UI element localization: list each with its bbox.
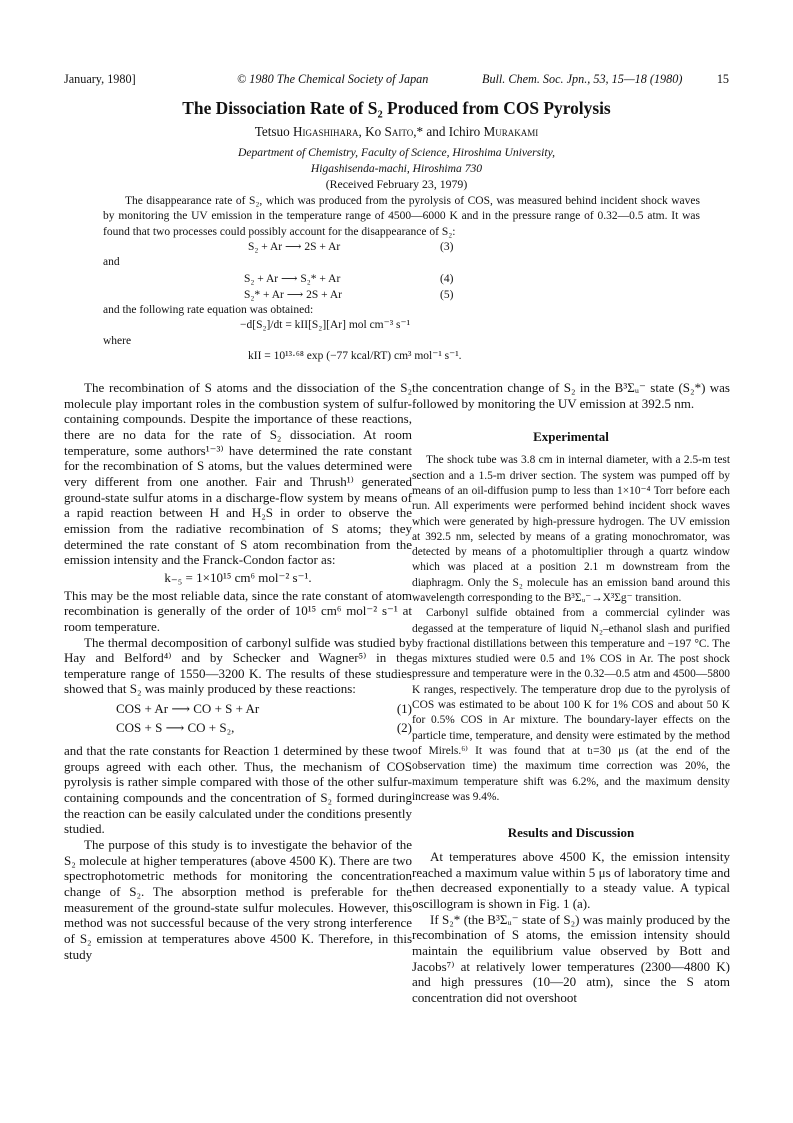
affiliation-line-1: Department of Chemistry, Faculty of Science, Hiroshima University, — [237, 146, 556, 159]
equation-5 — [103, 288, 700, 303]
equation-3 — [103, 240, 700, 255]
paragraph: If S₂* (the B³Σᵤ⁻ state of S₂) was mainly produced by the recombination of S atoms, the emission intensity should maintain the equilibrium value observed by Bott and Jacobs⁷⁾ at relatively lower temperatures (2300—4800 K) and high pressures (10—20 atm), since the S atom concentration did not overshoot — [412, 911, 730, 1006]
reaction-1-number: (1) — [396, 701, 412, 717]
rate-equation-text: −d[S₂]/dt = kII[S₂][Ar] mol cm⁻³ s⁻¹ — [240, 319, 411, 332]
received-date: (Received February 23, 1979) — [325, 177, 468, 191]
abstract-and: and — [103, 256, 120, 269]
author-1-last: Higashihara — [293, 124, 359, 139]
equation-5-text: S₂* + Ar ⟶ 2S + Ar — [244, 288, 343, 301]
reaction-2-number: (2) — [396, 720, 412, 736]
article-title: The Dissociation Rate of S₂ Produced from COS Pyrolysis — [182, 98, 611, 118]
author-2-last: Saito — [384, 124, 414, 139]
equation-3-number: (3) — [440, 240, 454, 253]
left-column — [64, 380, 412, 962]
equation-3-text: S₂ + Ar ⟶ 2S + Ar — [248, 240, 341, 253]
reaction-2 — [64, 720, 412, 739]
paragraph: At temperatures above 4500 K, the emission intensity reached a maximum value within 5 μs of laboratory time and then decreased exponentially to a steady value. A typical oscillogram is shown in Fig. 1 (a). — [412, 849, 730, 912]
abstract — [103, 194, 700, 364]
paragraph: and that the rate constants for Reaction 1 determined by these two groups agreed with each other. Thus, the mechanism of COS pyrolysis is rather simple compared with those of the other sulfur-containing compounds and the concentration of S₂ formed during the reaction can be easily calculated under the conditions presently studied. — [64, 743, 412, 837]
abstract-intro: The disappearance rate of S₂, which was produced from the pyrolysis of COS, was measured behind incident shock waves by monitoring the UV emission in the temperature range of 4500—6000 K and in the pressure range of 0.32—0.5 atm. It was found that two processes could possibly account for the disappearance of S₂: — [103, 195, 700, 238]
rate-constant-text: kII = 10¹³·⁶⁸ exp (−77 kcal/RT) cm³ mol⁻¹ s⁻¹. — [248, 349, 462, 362]
paragraph: This may be the most reliable data, since the rate constant of atom recombination is generally of the order of 10¹⁵ cm⁶ mol⁻² s⁻¹ at room temperature. — [64, 587, 412, 634]
rate-constant-equation — [103, 349, 700, 364]
running-header — [64, 72, 729, 90]
paragraph: The recombination of S atoms and the dissociation of the S₂ molecule play important roles in the combustion system of sulfur-containing compounds. Despite the importance of these reactions, there are no data for the rate of S₂ dissociation. At room temperature, some authors¹⁻³⁾ have determined the rate constant for the recombination of S atoms, but the values determined were very different from one another. Fair and Thrush¹⁾ generated ground-state sulfur atoms in a discharge-flow system by means of a rapid reaction between H and H₂S in order to observe the emission from the radiative recombination of S atoms; they determined the rate constant of S atom recombination from the emission intensity and the Franck-Condon factor as: — [64, 380, 412, 568]
paragraph: Carbonyl sulfide obtained from a commercial cylinder was degassed at the temperature of liquid N₂–ethanol slash and purified by fractional distillations between this temperature and −197 °C. The gas mixtures studied were 0.5 and 1% COS in Ar. The post shock pressure and temperature were in the 0.32—0.5 atm and 4500—5800 K ranges, respectively. The temperature drop due to the pyrolysis of COS was estimated to be about 100 K for 1% COS and about 50 K for 0.5% COS in Ar mixture. The boundary-layer effects on the particle time, temperature, and density were estimated by the method of Mirels.⁶⁾ It was found that at tₗ=30 μs (at the end of the observation time) the maximum time correction was 20%, the maximum temperature shift was 6.2%, and the maximum density increase was 9.4%. — [412, 607, 730, 803]
author-list — [0, 124, 793, 140]
section-heading-results: Results and Discussion — [507, 825, 635, 841]
author-1-first: Tetsuo — [254, 124, 293, 139]
paragraph: The thermal decomposition of carbonyl sulfide was studied by Hay and Belford⁴⁾ and by Schecker and Wagner⁵⁾ in the temperature range of 1550—3200 K. The results of these studies showed that S₂ was mainly produced by these reactions: — [64, 634, 412, 697]
equation-5-number: (5) — [440, 288, 454, 301]
paragraph: The purpose of this study is to investigate the behavior of the S₂ molecule at higher temperatures (above 4500 K). There are two spectrophotometric methods for monitoring the concentration change of S₂. The absorption method is preferable for the measurement of the ground-state sulfur molecules. However, this method was not successful because of the very strong interference of S₂ emission at temperatures above 4500 K. Therefore, in this study — [64, 837, 412, 962]
author-3-first: ,* and Ichiro — [413, 124, 484, 139]
abstract-rate-intro: and the following rate equation was obtained: — [103, 304, 314, 317]
header-citation: Bull. Chem. Soc. Jpn., 53, 15—18 (1980) — [482, 72, 683, 86]
equation-4-text: S₂ + Ar ⟶ S₂* + Ar — [244, 273, 341, 286]
recombination-rate-equation: k₋₅ = 1×10¹⁵ cm⁶ mol⁻² s⁻¹. — [164, 569, 312, 585]
affiliation-line-2: Higashisenda-machi, Hiroshima 730 — [310, 162, 483, 175]
author-2-first: , Ko — [358, 124, 385, 139]
header-copyright: © 1980 The Chemical Society of Japan — [237, 72, 429, 86]
paragraph: The shock tube was 3.8 cm in internal diameter, with a 2.5-m test section and a 1.5-m driver section. The system was pumped off by means of an oil-diffusion pump to less than 1×10⁻⁴ Torr before each run. All experiments were performed behind incident shock waves which were generated by high-pressure hydrogen. The UV emission at 392.5 nm, selected by means of a grating monochromator, was detected by means of a photomultiplier through a quartz window which was placed at a position 2.1 m downstream from the diaphragm. Only the S₂ molecule has an emission band around this wavelength corresponding to the B³Σᵤ⁻→X³Σg⁻ transition. — [412, 454, 730, 604]
reaction-1 — [64, 701, 412, 720]
equation-4-number: (4) — [440, 273, 454, 286]
abstract-where: where — [103, 334, 132, 347]
affiliation — [0, 145, 793, 177]
reaction-1-text: COS + Ar ⟶ CO + S + Ar — [116, 701, 260, 717]
equation-4 — [103, 272, 700, 287]
header-page-number: 15 — [716, 72, 729, 86]
paragraph: the concentration change of S₂ in the B³Σᵤ⁻ state (S₂*) was followed by monitoring the UV emission at 392.5 nm. — [412, 380, 730, 411]
reaction-2-text: COS + S ⟶ CO + S₂, — [116, 720, 235, 736]
rate-equation — [103, 318, 700, 333]
section-heading-experimental: Experimental — [533, 429, 609, 445]
right-column — [412, 380, 730, 1006]
header-date: January, 1980] — [64, 72, 136, 86]
author-3-last: Murakami — [483, 124, 539, 139]
